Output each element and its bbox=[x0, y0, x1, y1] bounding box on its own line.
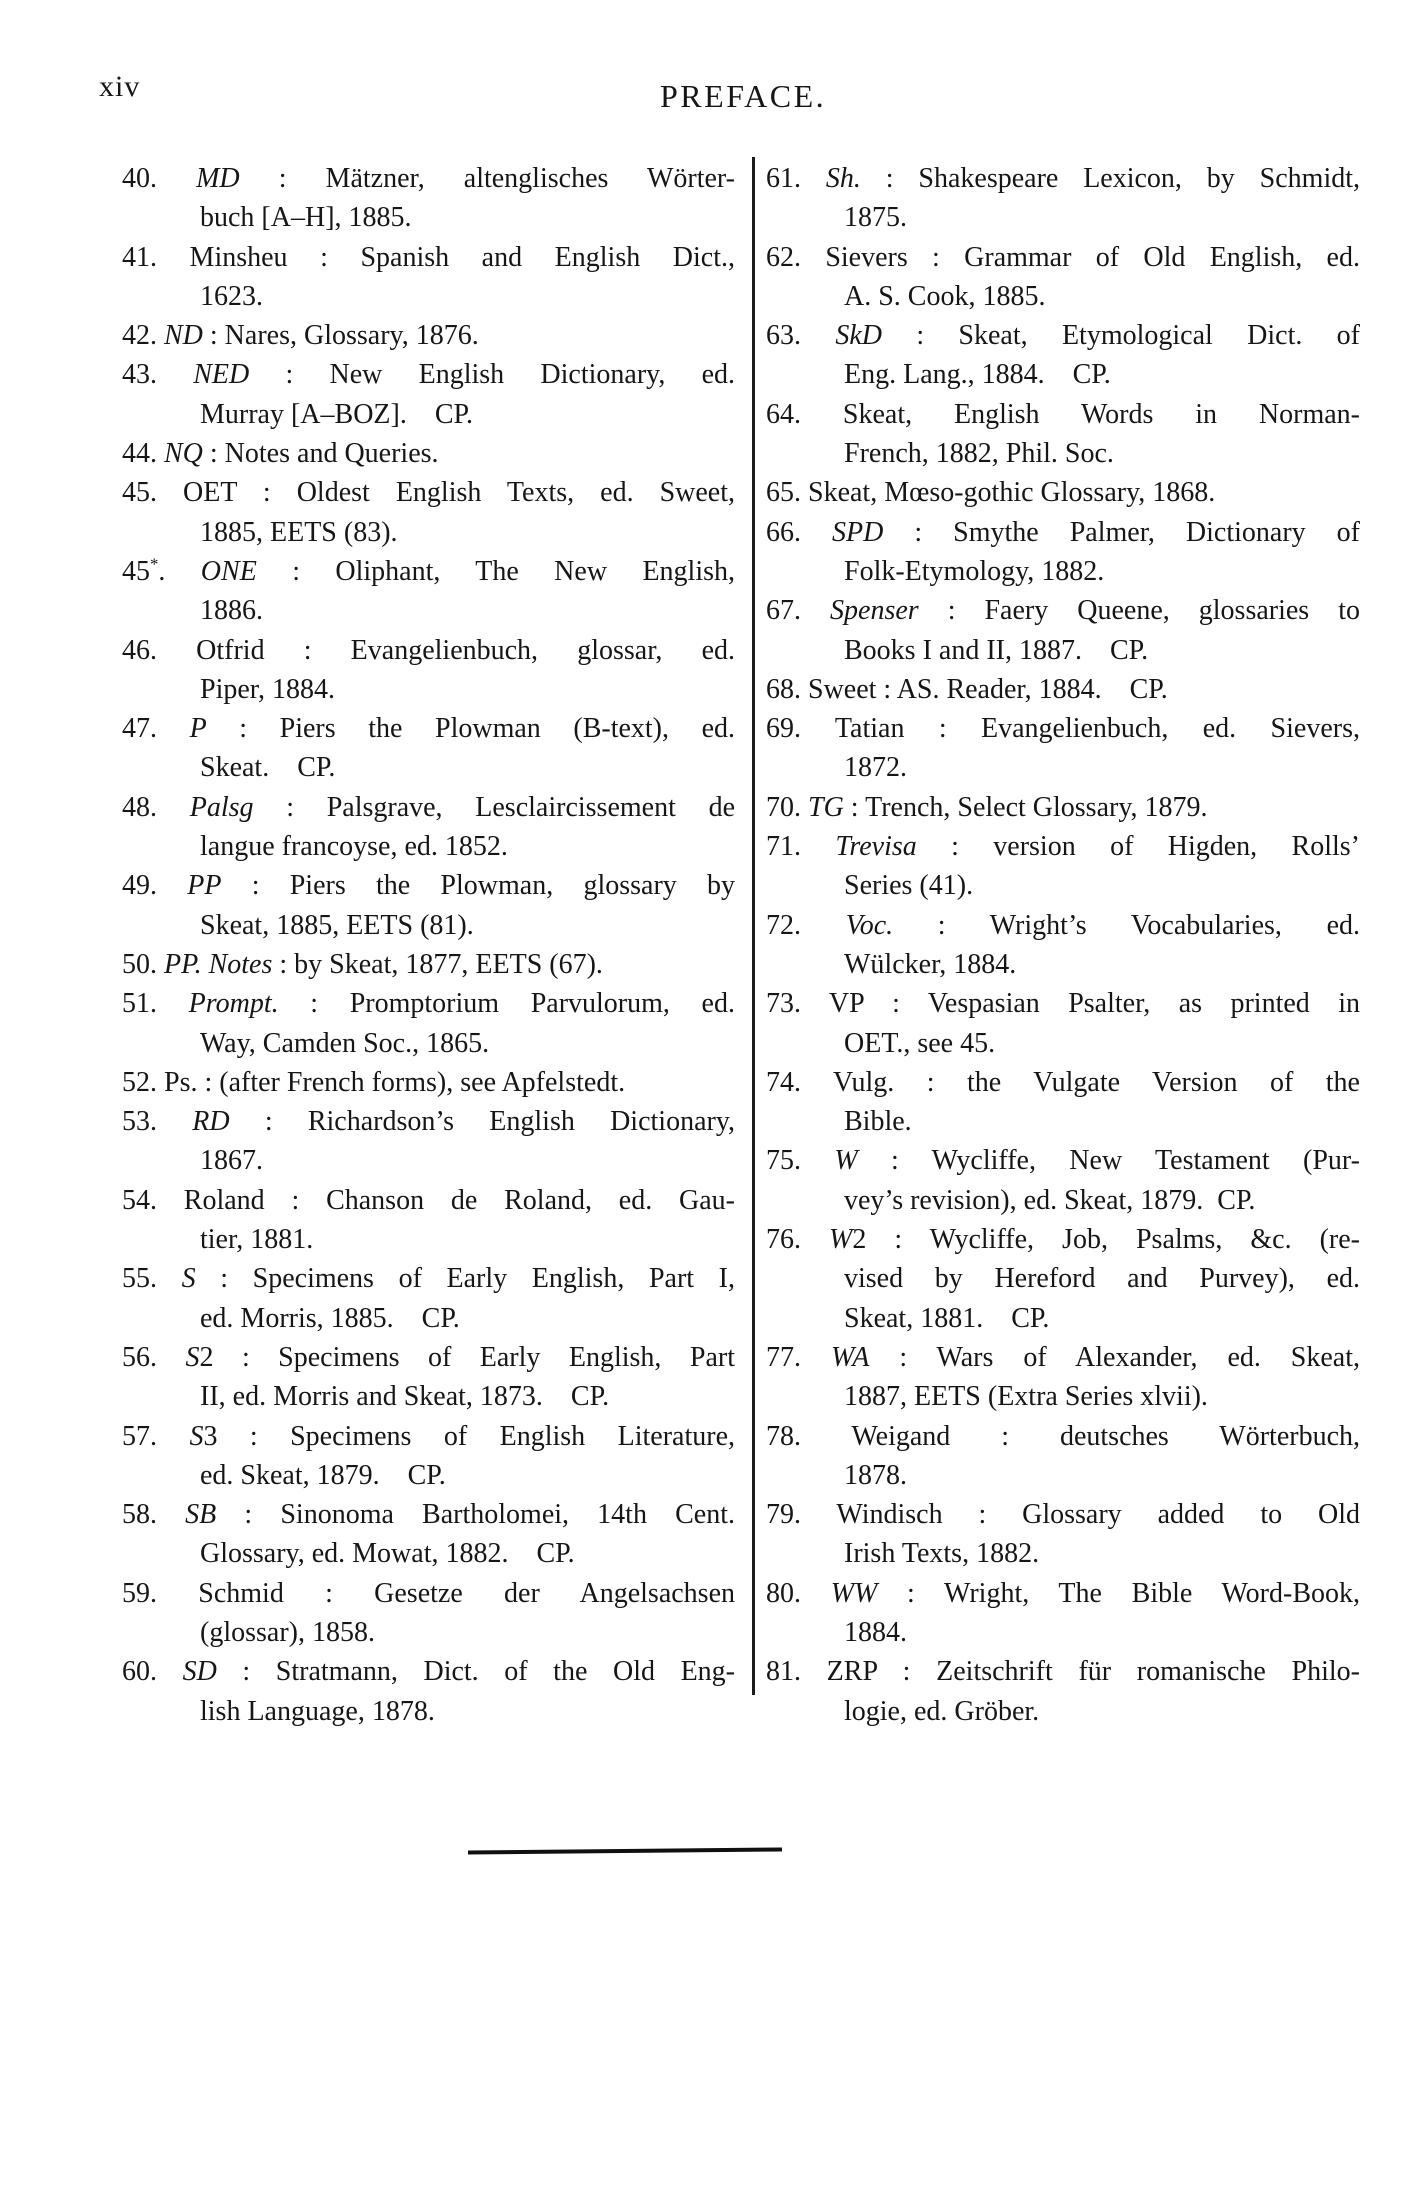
bibliography-entry bbox=[122, 1259, 735, 1338]
entry-line: A. S. Cook, 1885. bbox=[844, 280, 1046, 312]
entry-line: 59. Schmid : Gesetze der Angelsachsen bbox=[122, 1577, 735, 1609]
entry-line: 64. Skeat, English Words in Norman- bbox=[766, 398, 1360, 430]
entry-line: 1872. bbox=[844, 752, 907, 784]
entry-line: 60. SD : Stratmann, Dict. of the Old Eng- bbox=[122, 1656, 735, 1688]
bibliography-entry bbox=[122, 1338, 735, 1417]
entry-line: Series (41). bbox=[844, 870, 974, 902]
bibliography-entry bbox=[766, 1417, 1360, 1496]
entry-line: 58. SB : Sinonoma Bartholomei, 14th Cent. bbox=[122, 1499, 735, 1531]
entry-line: Skeat, 1885, EETS (81). bbox=[200, 909, 474, 941]
entry-line: Eng. Lang., 1884. CP. bbox=[844, 359, 1111, 391]
entry-line: 41. Minsheu : Spanish and English Dict., bbox=[122, 241, 735, 273]
bibliography-entry bbox=[766, 395, 1360, 474]
bibliography-entry bbox=[122, 473, 735, 552]
entry-line: French, 1882, Phil. Soc. bbox=[844, 438, 1114, 470]
bibliography-entry bbox=[122, 552, 735, 631]
right-column bbox=[766, 159, 1360, 1731]
entry-line: 65. Skeat, Mœso-gothic Glossary, 1868. bbox=[766, 477, 1216, 509]
entry-line: Murray [A–BOZ]. CP. bbox=[200, 398, 473, 430]
bibliography-entry bbox=[766, 159, 1360, 238]
entry-line: 47. P : Piers the Plowman (B-text), ed. bbox=[122, 713, 736, 745]
entry-line: II, ed. Morris and Skeat, 1873. CP. bbox=[200, 1381, 610, 1413]
entry-line: 74. Vulg. : the Vulgate Version of the bbox=[766, 1066, 1360, 1098]
entry-line: 44. NQ : Notes and Queries. bbox=[122, 438, 439, 470]
bibliography-entry bbox=[766, 709, 1360, 788]
entry-line: OET., see 45. bbox=[844, 1027, 996, 1059]
bibliography-entry bbox=[122, 709, 735, 788]
entry-line: buch [A–H], 1885. bbox=[200, 202, 412, 234]
entry-line: 69. Tatian : Evangelienbuch, ed. Sievers, bbox=[766, 713, 1360, 745]
entry-line: 43. NED : New English Dictionary, ed. bbox=[122, 359, 736, 391]
entry-line: Skeat, 1881. CP. bbox=[844, 1302, 1050, 1334]
entry-line: Irish Texts, 1882. bbox=[844, 1538, 1040, 1570]
entry-line: 72. Voc. : Wright’s Vocabularies, ed. bbox=[766, 909, 1360, 941]
entry-line: 56. S2 : Specimens of Early English, Part bbox=[122, 1341, 735, 1373]
entry-line: 42. ND : Nares, Glossary, 1876. bbox=[122, 320, 479, 352]
entry-line: 61. Sh. : Shakespeare Lexicon, by Schmidt, bbox=[766, 163, 1360, 194]
bibliography-entry bbox=[766, 473, 1360, 512]
entry-line: 79. Windisch : Glossary added to Old bbox=[766, 1499, 1360, 1531]
bibliography-entry bbox=[122, 1652, 735, 1731]
bibliography-entry bbox=[766, 1574, 1360, 1653]
entry-line: 45. OET : Oldest English Texts, ed. Sweet, bbox=[122, 477, 735, 509]
entry-line: ed. Morris, 1885. CP. bbox=[200, 1302, 460, 1334]
entry-line: 1878. bbox=[844, 1459, 907, 1491]
entry-line: vey’s revision), ed. Skeat, 1879. CP. bbox=[844, 1184, 1256, 1216]
entry-line: 71. Trevisa : version of Higden, Rolls’ bbox=[766, 831, 1360, 863]
bibliography-entry bbox=[122, 1417, 735, 1496]
bibliography-entry bbox=[766, 1141, 1360, 1220]
bibliography-entry bbox=[122, 434, 735, 473]
bibliography-entry bbox=[122, 355, 735, 434]
bibliography-entry bbox=[766, 316, 1360, 395]
entry-line: 1884. bbox=[844, 1616, 907, 1648]
entry-line: Folk-Etymology, 1882. bbox=[844, 555, 1105, 587]
bibliography-entry bbox=[766, 238, 1360, 317]
entry-line: 55. S : Specimens of Early English, Part I, bbox=[122, 1263, 735, 1295]
entry-line: 53. RD : Richardson’s English Dictionary, bbox=[122, 1106, 736, 1138]
entry-line: 67. Spenser : Faery Queene, glossaries to bbox=[766, 595, 1360, 627]
bibliography-entry bbox=[122, 631, 735, 710]
entry-line: logie, ed. Gröber. bbox=[844, 1695, 1040, 1727]
entry-line: 1887, EETS (Extra Series xlvii). bbox=[844, 1381, 1208, 1413]
bibliography-entry bbox=[122, 316, 735, 355]
column-divider-rule bbox=[752, 157, 755, 1695]
entry-line: 40. MD : Mätzner, altenglisches Wörter- bbox=[122, 163, 736, 194]
entry-line: 81. ZRP : Zeitschrift für romanische Philo- bbox=[766, 1656, 1360, 1688]
entry-line: tier, 1881. bbox=[200, 1224, 314, 1256]
page-number: xiv bbox=[99, 70, 141, 103]
bibliography-entry bbox=[766, 1220, 1360, 1338]
entry-line: 70. TG : Trench, Select Glossary, 1879. bbox=[766, 791, 1208, 823]
entry-line: 77. WA : Wars of Alexander, ed. Skeat, bbox=[766, 1341, 1361, 1373]
bibliography-entry bbox=[766, 1495, 1360, 1574]
bibliography-entry bbox=[122, 238, 735, 317]
entry-line: Glossary, ed. Mowat, 1882. CP. bbox=[200, 1538, 575, 1570]
bibliography-entry bbox=[122, 788, 735, 867]
bibliography-entry bbox=[122, 945, 735, 984]
bibliography-entry bbox=[766, 788, 1360, 827]
entry-line: 73. VP : Vespasian Psalter, as printed in bbox=[766, 988, 1360, 1020]
bibliography-entry bbox=[766, 1652, 1360, 1731]
entry-line: 52. Ps. : (after French forms), see Apfelstedt. bbox=[122, 1066, 626, 1098]
entry-line: 45*. ONE : Oliphant, The New English, bbox=[122, 554, 736, 587]
bibliography-entry bbox=[766, 513, 1360, 592]
entry-line: Skeat. CP. bbox=[200, 752, 336, 784]
bibliography-entry bbox=[766, 984, 1360, 1063]
entry-line: lish Language, 1878. bbox=[200, 1695, 435, 1727]
entry-line: 51. Prompt. : Promptorium Parvulorum, ed. bbox=[122, 988, 735, 1020]
entry-line: 75. W : Wycliffe, New Testament (Pur- bbox=[766, 1145, 1361, 1177]
entry-line: Books I and II, 1887. CP. bbox=[844, 634, 1149, 666]
bibliography-entry bbox=[766, 906, 1360, 985]
entry-line: 68. Sweet : AS. Reader, 1884. CP. bbox=[766, 673, 1168, 705]
left-column bbox=[122, 159, 735, 1731]
entry-line: 1875. bbox=[844, 202, 907, 234]
bibliography-entry bbox=[122, 1574, 735, 1653]
bibliography-entry bbox=[766, 827, 1360, 906]
entry-line: 78. Weigand : deutsches Wörterbuch, bbox=[766, 1420, 1360, 1452]
bibliography-entry bbox=[766, 591, 1360, 670]
entry-line: 63. SkD : Skeat, Etymological Dict. of bbox=[766, 320, 1360, 352]
entry-line: 54. Roland : Chanson de Roland, ed. Gau- bbox=[122, 1184, 735, 1216]
bibliography-entry bbox=[122, 984, 735, 1063]
entry-line: ed. Skeat, 1879. CP. bbox=[200, 1459, 446, 1491]
bibliography-entry bbox=[766, 670, 1360, 709]
entry-line: (glossar), 1858. bbox=[200, 1616, 375, 1648]
bibliography-entry bbox=[122, 866, 735, 945]
entry-line: 46. Otfrid : Evangelienbuch, glossar, ed. bbox=[122, 634, 735, 666]
section-end-rule bbox=[468, 1847, 782, 1854]
entry-line: 80. WW : Wright, The Bible Word-Book, bbox=[766, 1577, 1361, 1609]
entry-line: 62. Sievers : Grammar of Old English, ed. bbox=[766, 241, 1360, 273]
entry-line: 48. Palsg : Palsgrave, Lesclaircissement de bbox=[122, 791, 735, 823]
entry-line: 76. W2 : Wycliffe, Job, Psalms, &c. (re- bbox=[766, 1224, 1361, 1256]
entry-line: 57. S3 : Specimens of English Literature, bbox=[122, 1420, 735, 1452]
entry-line: 1867. bbox=[200, 1145, 263, 1177]
bibliography-entry bbox=[122, 1495, 735, 1574]
bibliography-entry bbox=[766, 1338, 1360, 1417]
entry-line: 1623. bbox=[200, 280, 263, 312]
entry-line: 1886. bbox=[200, 595, 263, 627]
entry-line: Wülcker, 1884. bbox=[844, 948, 1017, 980]
entry-line: 1885, EETS (83). bbox=[200, 516, 398, 548]
entry-line: 50. PP. Notes : by Skeat, 1877, EETS (67). bbox=[122, 948, 603, 980]
entry-line: 66. SPD : Smythe Palmer, Dictionary of bbox=[766, 516, 1360, 548]
entry-line: langue francoyse, ed. 1852. bbox=[200, 831, 508, 863]
entry-line: Bible. bbox=[844, 1106, 912, 1138]
bibliography-entry bbox=[766, 1063, 1360, 1142]
bibliography-entry bbox=[122, 1063, 735, 1102]
entry-line: vised by Hereford and Purvey), ed. bbox=[844, 1263, 1360, 1295]
entry-line: Way, Camden Soc., 1865. bbox=[200, 1027, 490, 1059]
entry-line: 49. PP : Piers the Plowman, glossary by bbox=[122, 870, 736, 902]
bibliography-entry bbox=[122, 1181, 735, 1260]
entry-line: Piper, 1884. bbox=[200, 673, 335, 705]
bibliography-entry bbox=[122, 1102, 735, 1181]
bibliography-entry bbox=[122, 159, 735, 238]
page-title: PREFACE. bbox=[660, 78, 827, 114]
